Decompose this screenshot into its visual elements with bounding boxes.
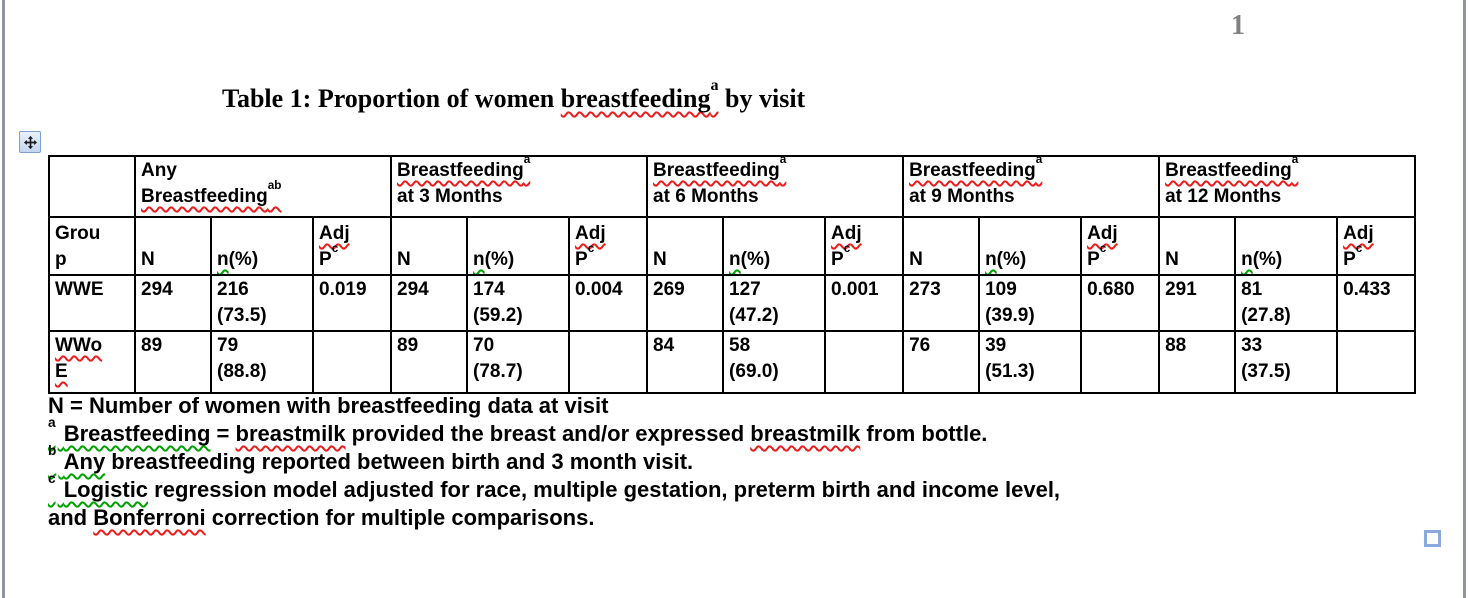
footnote-b[interactable]: $^b$ Any breastfeeding reported between birth and 3 month visit.	[48, 442, 694, 474]
cell-n[interactable]: 89	[135, 331, 211, 393]
col-header-npct[interactable]: n(%)	[979, 217, 1081, 275]
flagged-word: Adj	[831, 223, 862, 244]
cell-npct[interactable]: 216 (73.5)	[211, 275, 313, 331]
col-header-npct[interactable]: n(%)	[467, 217, 569, 275]
col-header-n[interactable]: N	[391, 217, 467, 275]
flagged-word: Breastfeeding$^{ab}$	[141, 179, 282, 207]
flagged-word: Adj	[1343, 223, 1374, 244]
flagged-word: Breastfeeding$^a$	[653, 156, 787, 181]
cell-n[interactable]: 89	[391, 331, 467, 393]
group-header-12-months[interactable]: Breastfeeding$^a$ at 12 Months	[1159, 156, 1415, 217]
col-header-group[interactable]: Group	[49, 217, 135, 275]
table-title[interactable]	[222, 77, 806, 114]
grammar-flagged-word: n	[473, 249, 485, 270]
cell-npct[interactable]: 39 (51.3)	[979, 331, 1081, 393]
footnote-c-continued[interactable]: and Bonferroni correction for multiple comparisons.	[48, 505, 595, 530]
col-header-adj-p[interactable]: Adj $P^c$	[569, 217, 647, 275]
cell-adj-p[interactable]: 0.001	[825, 275, 903, 331]
footnote-a[interactable]: $^a$ Breastfeeding = breastmilk provided the breast and/or expressed breastmilk from bottle.	[48, 414, 988, 446]
group-header-3-months[interactable]: Breastfeeding$^a$ at 3 Months	[391, 156, 647, 217]
flagged-word: WWoE	[55, 335, 103, 382]
cell-npct[interactable]: 109 (39.9)	[979, 275, 1081, 331]
page-edge-left	[2, 0, 5, 598]
footnote-n-definition[interactable]: N = Number of women with breastfeeding data at visit	[48, 393, 609, 418]
table-row-wwe	[49, 275, 1415, 331]
footnote-c[interactable]: $^c$ Logistic regression model adjusted for race, multiple gestation, preterm birth and income level,	[48, 470, 1061, 502]
cell-npct[interactable]: 174 (59.2)	[467, 275, 569, 331]
col-header-npct[interactable]: n(%)	[723, 217, 825, 275]
grammar-flagged-word: n	[1241, 249, 1253, 270]
cell-n[interactable]: 84	[647, 331, 723, 393]
cell-adj-p[interactable]: 0.004	[569, 275, 647, 331]
cell-n[interactable]: 88	[1159, 331, 1235, 393]
cell-npct[interactable]: 127 (47.2)	[723, 275, 825, 331]
cell-adj-p[interactable]: 0.019	[313, 275, 391, 331]
title-text-suffix: by visit	[718, 84, 806, 113]
cell-adj-p[interactable]	[1081, 331, 1159, 393]
page-edge-right	[1463, 0, 1466, 598]
grammar-flagged-word: $^b$ Any	[48, 442, 106, 474]
grammar-flagged-word: $^a$ Breastfeeding	[48, 414, 211, 446]
cell-adj-p[interactable]	[569, 331, 647, 393]
title-text: Table 1: Proportion of women	[222, 84, 561, 113]
cell-n[interactable]: 294	[135, 275, 211, 331]
cell-npct[interactable]: 81 (27.8)	[1235, 275, 1337, 331]
cell-group[interactable]: WWE	[49, 275, 135, 331]
cell-adj-p[interactable]: 0.433	[1337, 275, 1415, 331]
title-superscript: a	[710, 77, 719, 95]
cell-group[interactable]	[49, 331, 135, 393]
cell-adj-p[interactable]: 0.680	[1081, 275, 1159, 331]
flagged-word: Bonferroni	[93, 505, 206, 530]
flagged-word: breastmilk	[235, 421, 346, 446]
data-table[interactable]	[48, 155, 1416, 394]
cell-n[interactable]: 273	[903, 275, 979, 331]
cell-n[interactable]: 291	[1159, 275, 1235, 331]
table-resize-handle[interactable]	[1424, 530, 1441, 547]
flagged-word: Adj	[319, 223, 350, 244]
cell-n[interactable]: 76	[903, 331, 979, 393]
corner-cell[interactable]	[49, 156, 135, 217]
flagged-word: Adj	[575, 223, 606, 244]
col-header-n[interactable]: N	[647, 217, 723, 275]
flagged-word: Breastfeeding$^a$	[909, 156, 1043, 181]
flagged-word: Adj	[1087, 223, 1118, 244]
grammar-flagged-word: n	[729, 249, 741, 270]
group-header-9-months[interactable]: Breastfeeding$^a$ at 9 Months	[903, 156, 1159, 217]
flagged-word: Breastfeeding$^a$	[1165, 156, 1299, 181]
col-header-adj-p[interactable]: Adj $P^c$	[1337, 217, 1415, 275]
col-header-n[interactable]: N	[1159, 217, 1235, 275]
cell-npct[interactable]: 58 (69.0)	[723, 331, 825, 393]
group-header-any-breastfeeding[interactable]: Any Breastfeeding$^{ab}$	[135, 156, 391, 217]
move-cross-icon	[23, 135, 38, 150]
page-number: 1	[1231, 10, 1245, 41]
cell-n[interactable]: 294	[391, 275, 467, 331]
cell-adj-p[interactable]	[825, 331, 903, 393]
cell-npct[interactable]: 79 (88.8)	[211, 331, 313, 393]
flagged-word: breastmilk	[750, 421, 861, 446]
grammar-flagged-word: $^c$ Logistic	[48, 470, 149, 502]
col-header-adj-p[interactable]: Adj $P^c$	[825, 217, 903, 275]
grammar-flagged-word: n	[217, 249, 229, 270]
group-header-6-months[interactable]: Breastfeeding$^a$ at 6 Months	[647, 156, 903, 217]
grammar-flagged-word: n	[985, 249, 997, 270]
cell-adj-p[interactable]	[1337, 331, 1415, 393]
cell-n[interactable]: 269	[647, 275, 723, 331]
cell-adj-p[interactable]	[313, 331, 391, 393]
table-row-wwoe	[49, 331, 1415, 393]
col-header-npct[interactable]: n(%)	[1235, 217, 1337, 275]
cell-npct[interactable]: 33 (37.5)	[1235, 331, 1337, 393]
col-header-adj-p[interactable]: Adj $P^c$	[1081, 217, 1159, 275]
title-flagged-word: breastfeeding$^a$	[560, 77, 719, 113]
flagged-word: Breastfeeding$^a$	[397, 156, 531, 181]
col-header-n[interactable]: N	[135, 217, 211, 275]
col-header-npct[interactable]: n(%)	[211, 217, 313, 275]
table-move-handle[interactable]	[19, 131, 41, 153]
footnotes	[48, 392, 1438, 532]
cell-npct[interactable]: 70 (78.7)	[467, 331, 569, 393]
col-header-n[interactable]: N	[903, 217, 979, 275]
col-header-adj-p[interactable]: Adj $P^c$	[313, 217, 391, 275]
